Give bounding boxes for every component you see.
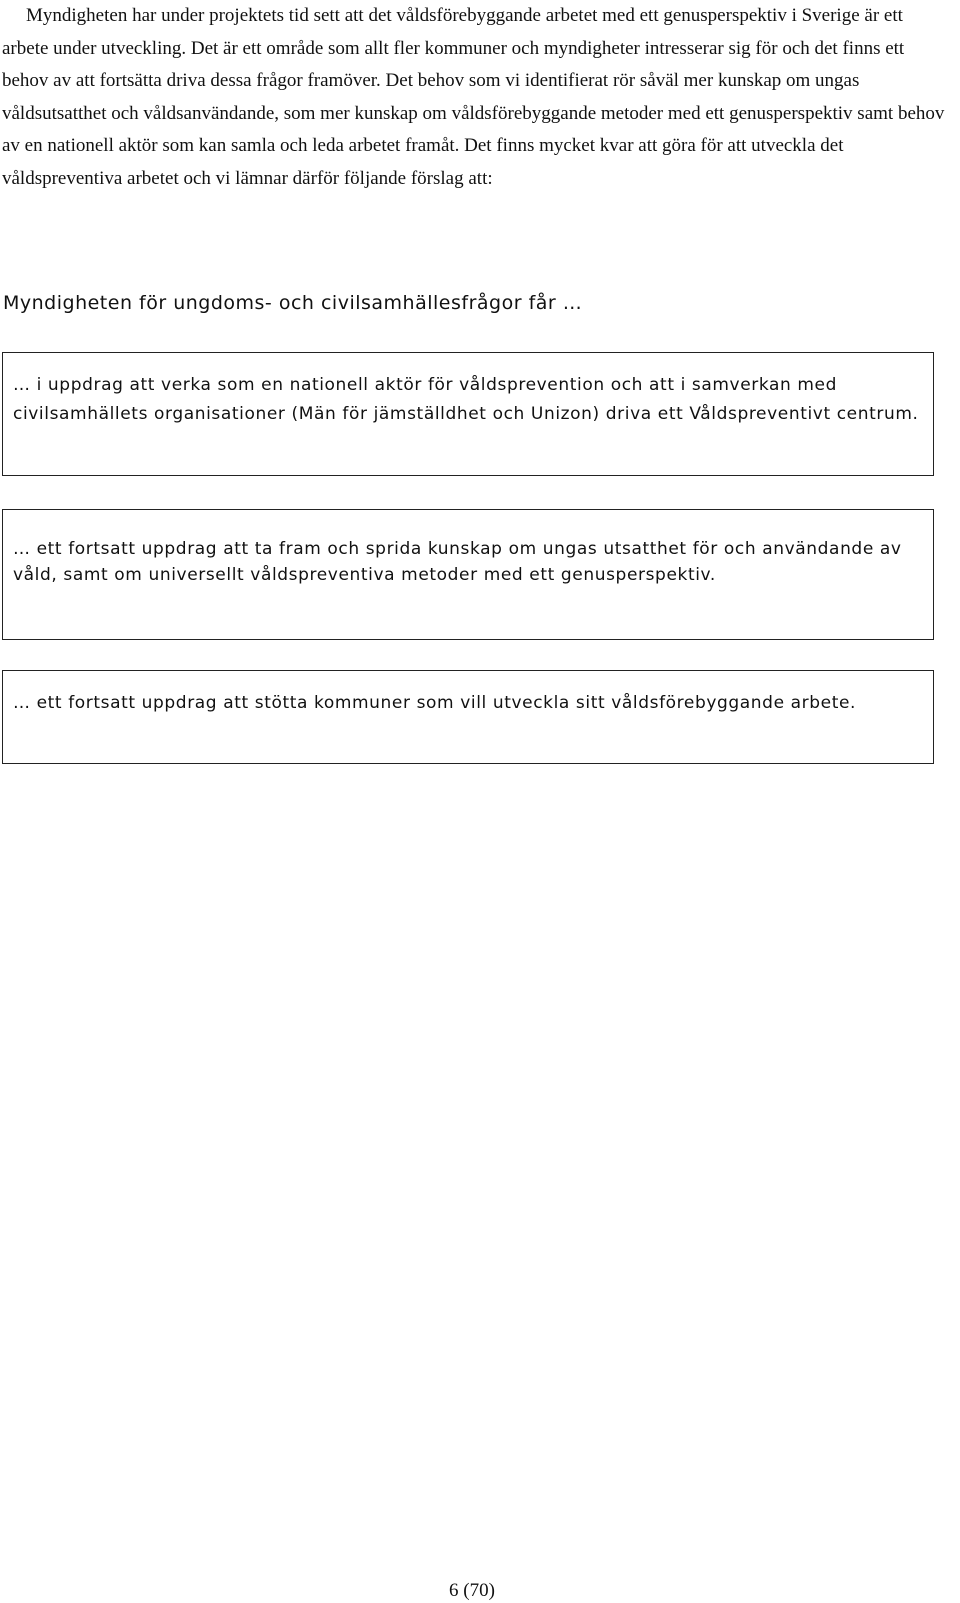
proposals-heading: Myndigheten för ungdoms- och civilsamhällesfrågor får … [3,292,583,314]
proposal-text: … ett fortsatt uppdrag att stötta kommuner som vill utveckla sitt våldsförebyggande arbete. [13,693,857,713]
proposal-box [2,509,934,640]
proposal-box [2,670,934,764]
proposal-text: … i uppdrag att verka som en nationell aktör för våldsprevention och att i samverkan med civilsamhällets organisationer (Män för jämställdhet och Unizon) driva ett Våldspreventivt centrum. [13,375,919,424]
page-number: 6 (70) [449,1580,495,1601]
proposal-box [2,352,934,476]
intro-paragraph: Myndigheten har under projektets tid sett att det våldsförebyggande arbetet med ett genusperspektiv i Sverige är ett arbete under utveckling. Det är ett område som allt fler kommuner och myndigheter intresserar sig för och det finns ett behov av att fortsätta driva dessa frågor framöver. Det behov som vi identifierat rör såväl mer kunskap om ungas våldsutsatthet och våldsanvändande, som mer kunskap om våldsförebyggande metoder med ett genusperspektiv samt behov av en nationell aktör som kan samla och leda arbetet framåt. Det finns mycket kvar att göra för att utveckla det våldspreventiva arbetet och vi lämnar därför följande förslag att: [2,5,945,189]
proposal-text: … ett fortsatt uppdrag att ta fram och sprida kunskap om ungas utsatthet för och användande av våld, samt om universellt våldspreventiva metoder med ett genusperspektiv. [13,539,902,585]
